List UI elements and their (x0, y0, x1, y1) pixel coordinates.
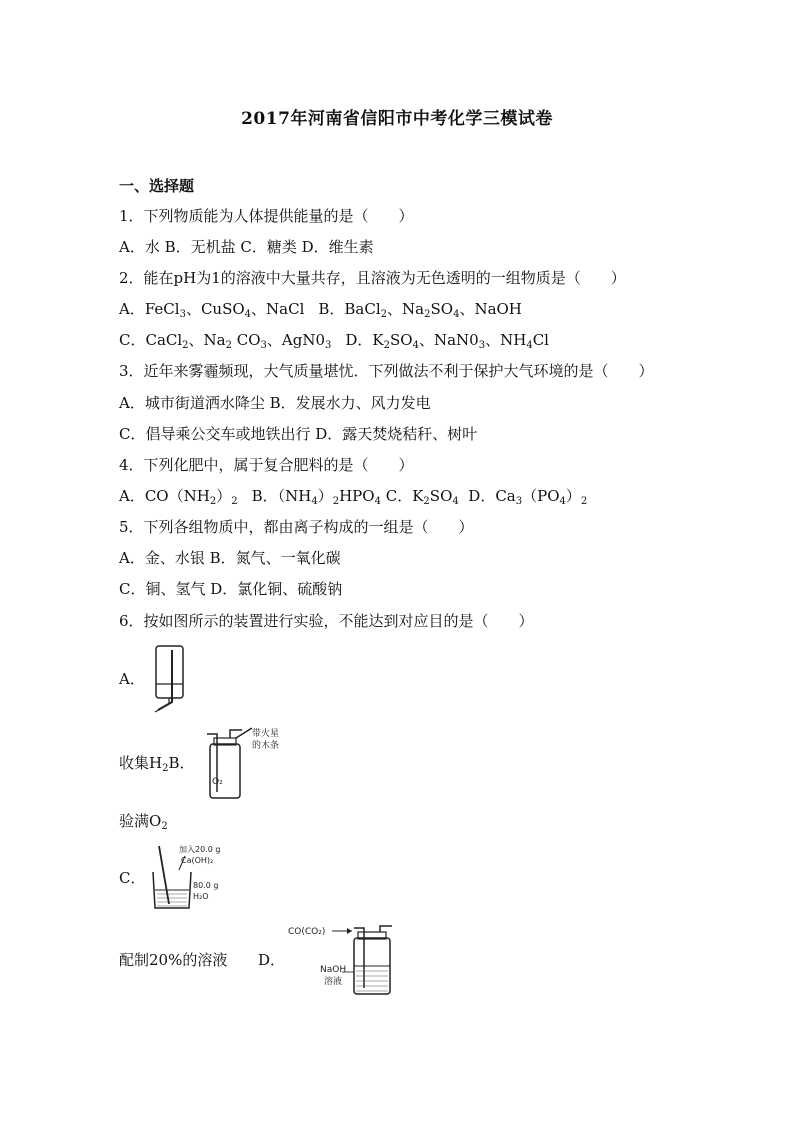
question-5-options-ab: A．金、水银 B．氮气、一氧化碳 (119, 549, 341, 567)
question-1-options: A．水 B．无机盐 C．糖类 D．维生素 (119, 238, 374, 256)
question-3-options-cd: C．倡导乘公交车或地铁出行 D．露天焚烧秸秆、树叶 (119, 425, 478, 443)
question-2-options-cd: C．CaCl$_2$、$Na_2$ $CO_3$、$AgN0_3$ D．$K_2SO_4$、$NaN0_3$、$NH_4Cl$ (119, 331, 549, 351)
question-2: 2．能在pH为1的溶液中大量共存，且溶液为无色透明的一组物质是（ ） (119, 269, 626, 287)
fig-b-o2-label: O₂ (212, 777, 223, 787)
q6-option-a-label: A． (119, 670, 145, 688)
question-3: 3．近年来雾霾频现，大气质量堪忧．下列做法不利于保护大气环境的是（ ） (119, 362, 654, 380)
q6-option-c-label: C． (119, 869, 146, 887)
gas-collection-bottle-figure (150, 644, 190, 716)
section-heading: 一、选择题 (119, 177, 195, 195)
fig-d-sol-label-1: NaOH (320, 965, 347, 975)
question-4: 4．下列化肥中，属于复合肥料的是（ ） (119, 456, 414, 474)
q6-option-a-caption: 收集$H_2B$． (119, 754, 195, 774)
question-3-options-ab: A．城市街道洒水降尘 B．发展水力、风力发电 (119, 394, 431, 412)
fig-c-label-1: 加入20.0 g (179, 845, 221, 854)
question-2-options-ab: A．FeCl$_3$、CuSO$_4$、NaCl B．BaCl$_2$、$Na_2SO_4$、NaOH (119, 300, 522, 320)
fig-d-gas-label: CO(CO₂) (288, 927, 326, 937)
question-5-options-cd: C．铜、氢气 D．氯化铜、硫酸钠 (119, 580, 343, 598)
question-5: 5．下列各组物质中，都由离子构成的一组是（ ） (119, 518, 474, 536)
gas-washing-bottle-figure (288, 922, 398, 996)
question-6: 6．按如图所示的装置进行实验，不能达到对应目的是（ ） (119, 612, 534, 630)
question-1: 1．下列物质能为人体提供能量的是（ ） (119, 207, 414, 225)
fig-b-label-1: 带火星 (252, 729, 280, 739)
fig-d-sol-label-2: 溶液 (324, 977, 343, 987)
fig-c-label-4: H₂O (193, 892, 209, 901)
q6-option-b-caption: 验满$O_2$ (119, 812, 168, 832)
fig-b-label-2: 的木条 (252, 741, 280, 751)
q6-option-c-caption: 配制20%的溶液 (119, 951, 228, 969)
oxygen-test-bottle-figure (202, 726, 288, 802)
exam-title: 2017年河南省信阳市中考化学三模试卷 (241, 109, 553, 129)
beaker-solution-figure (145, 842, 235, 912)
fig-c-label-2: Ca(OH)₂ (181, 856, 214, 865)
fig-c-label-3: 80.0 g (193, 881, 219, 890)
q6-option-d-label: D． (258, 951, 286, 969)
question-4-options: A．$CO(NH_2)_2$ B．$(NH_4)_2HPO_4$ C．$K_2SO_4$ D．$Ca_3(PO_4)_2$ (119, 487, 588, 507)
